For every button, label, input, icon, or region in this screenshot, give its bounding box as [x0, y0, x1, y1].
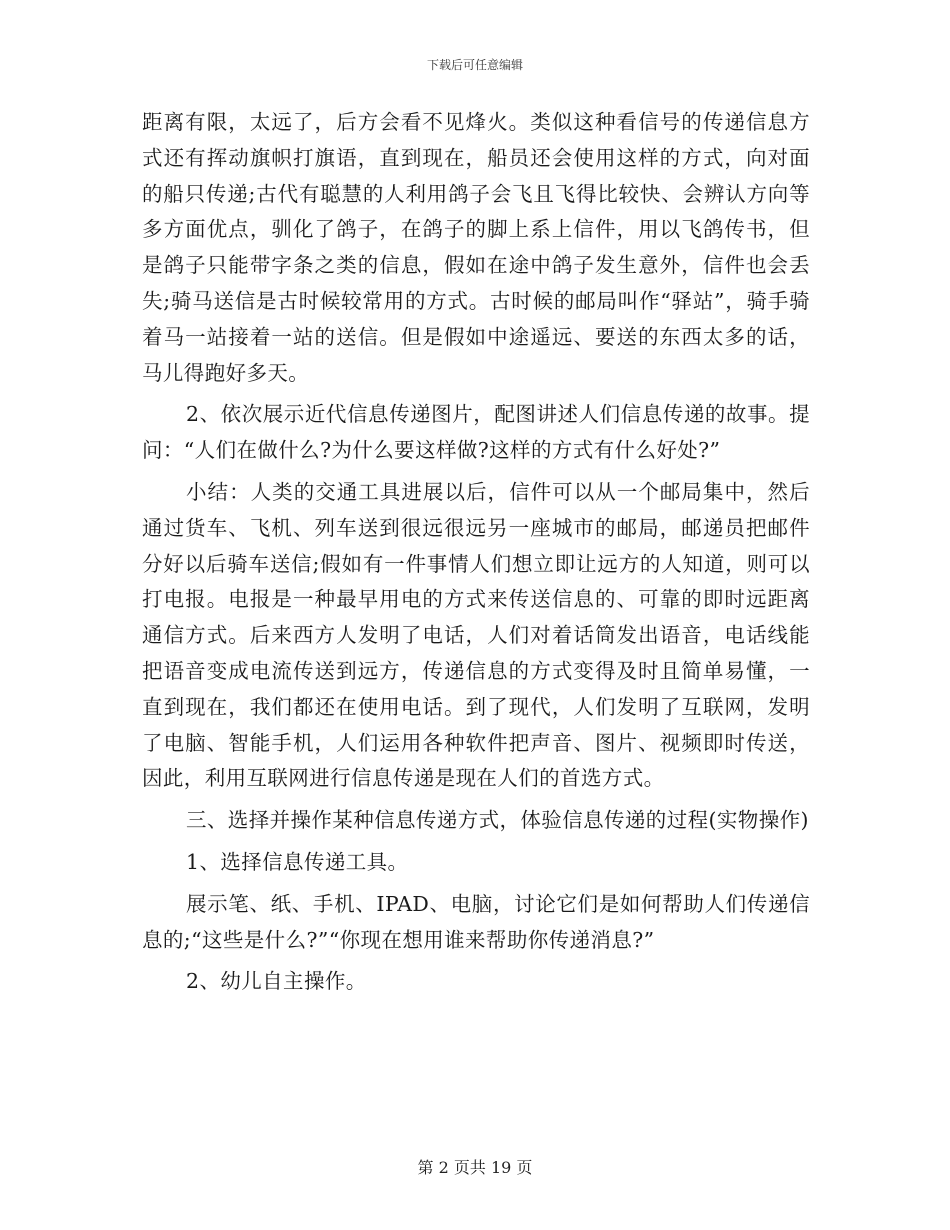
- page-header: 下载后可任意编辑: [426, 58, 523, 72]
- paragraph-tools-discussion: 展示笔、纸、手机、IPAD、电脑，讨论它们是如何帮助人们传递信息的;“这些是什么?”“你现在想用谁来帮助你传递消息?”: [142, 891, 810, 952]
- step-two-heading: 2、幼儿自主操作。: [186, 969, 367, 994]
- document-body: [142, 105, 810, 1000]
- section-heading-three: 三、选择并操作某种信息传递方式，体验信息传递的过程(实物操作): [186, 808, 809, 833]
- step-one-heading: 1、选择信息传递工具。: [186, 849, 409, 874]
- paragraph-modern-pictures: 2、依次展示近代信息传递图片，配图讲述人们信息传递的故事。提问：“人们在做什么?为什么要这样做?这样的方式有什么好处?”: [142, 402, 810, 463]
- page-number-footer: 第 2 页共 19 页: [417, 1158, 533, 1177]
- paragraph-summary: 小结：人类的交通工具进展以后，信件可以从一个邮局集中，然后通过货车、飞机、列车送到很远很远另一座城市的邮局，邮递员把邮件分好以后骑车送信;假如有一件事情人们想立即让远方的人知道，则可以打电报。电报是一种最早用电的方式来传送信息的、可靠的即时远距离通信方式。后来西方人发明了电话，人们对着话筒发出语音，电话线能把语音变成电流传送到远方，传递信息的方式变得及时且简单易懂，一直到现在，我们都还在使用电话。到了现代，人们发明了互联网，发明了电脑、智能手机，人们运用各种软件把声音、图片、视频即时传送，因此，利用互联网进行信息传递是现在人们的首选方式。: [142, 479, 810, 791]
- paragraph-beacon-pigeon-horse: 距离有限，太远了，后方会看不见烽火。类似这种看信号的传递信息方式还有挥动旗帜打旗语，直到现在，船员还会使用这样的方式，向对面的船只传递;古代有聪慧的人利用鸽子会飞且飞得比较快、会辨认方向等多方面优点，驯化了鸽子，在鸽子的脚上系上信件，用以飞鸽传书，但是鸽子只能带字条之类的信息，假如在途中鸽子发生意外，信件也会丢失;骑马送信是古时候较常用的方式。古时候的邮局叫作“驿站”，骑手骑着马一站接着一站的送信。但是假如中途遥远、要送的东西太多的话，马儿得跑好多天。: [142, 110, 810, 385]
